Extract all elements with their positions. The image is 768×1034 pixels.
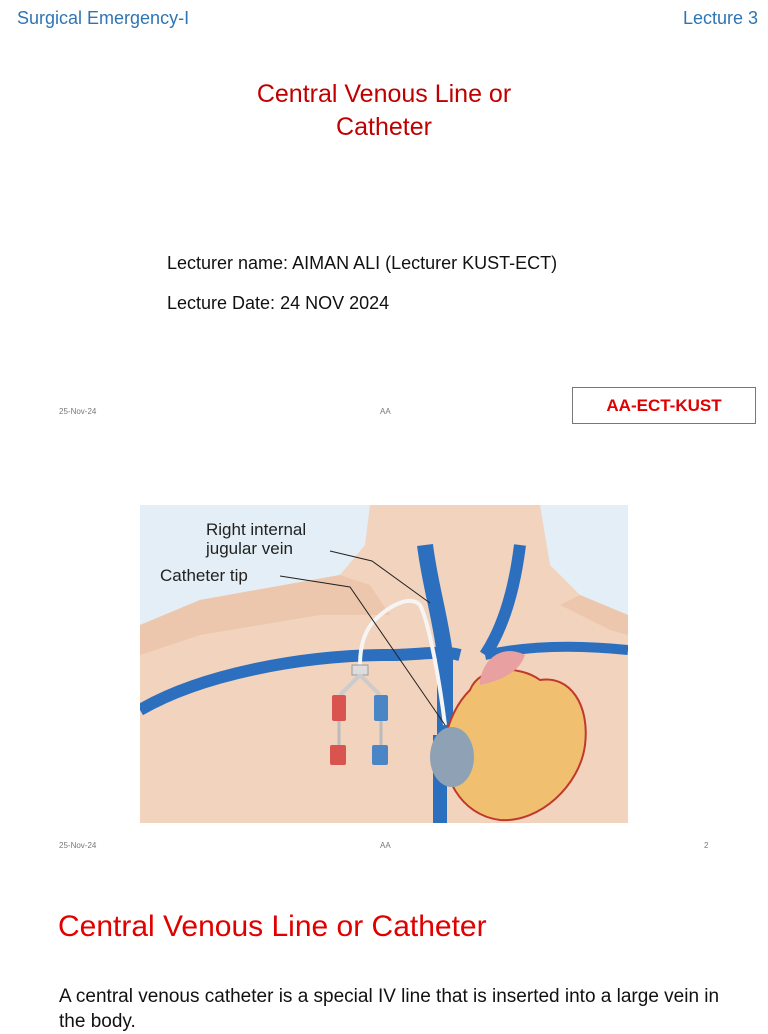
badge-label: AA-ECT-KUST (606, 395, 722, 415)
cvc-illustration (140, 505, 628, 823)
label-vein-line2: jugular vein (206, 539, 293, 558)
right-atrium (430, 727, 474, 787)
label-catheter-tip: Catheter tip (160, 566, 248, 585)
blue-lumen (374, 695, 388, 721)
red-cap (330, 745, 346, 765)
lecture-date: Lecture Date: 24 NOV 2024 (167, 293, 390, 313)
body-paragraph: A central venous catheter is a special IV line that is inserted into a large vein in the body. (59, 986, 720, 1032)
footer-date: 25-Nov-24 (59, 407, 97, 416)
footer-date-2: 25-Nov-24 (59, 841, 97, 850)
label-vein-line1: Right internal (206, 520, 307, 539)
course-title: Surgical Emergency-I (17, 8, 190, 28)
page-number: 2 (704, 841, 709, 850)
slide-title-line2: Catheter (336, 113, 432, 141)
section-heading: Central Venous Line or Catheter (58, 910, 487, 943)
lecture-number: Lecture 3 (682, 8, 758, 28)
slide-title-line1: Central Venous Line or (256, 80, 512, 108)
red-lumen (332, 695, 346, 721)
footer-author: AA (380, 407, 391, 416)
watermark-badge (572, 387, 756, 424)
blue-cap (372, 745, 388, 765)
lecturer-name: Lecturer name: AIMAN ALI (Lecturer KUST-ECT) (167, 253, 558, 273)
footer-author-2: AA (380, 841, 391, 850)
